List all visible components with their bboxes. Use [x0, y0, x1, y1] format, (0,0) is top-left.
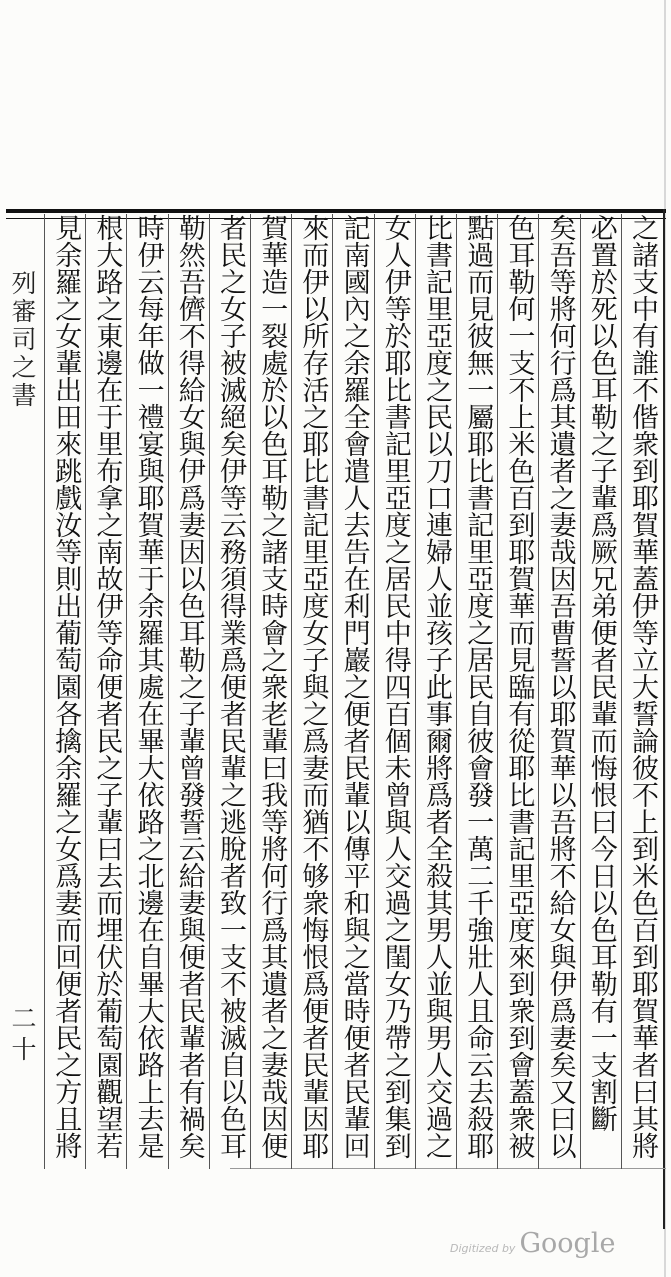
text-column: 時伊云每年做一禮宴與耶賀華于余羅其處在畢大依路之北邊在自畢大依路上去是	[132, 214, 164, 1159]
text-column: 女人伊等於耶比書記里亞度之居民中得四百個未曾與人交過之閨女乃帶之到集到	[379, 214, 411, 1159]
text-column: 見余羅之女輩出田來跳戲汝等則出葡萄園各擒余羅之女爲妻而回便者民之方且將	[50, 214, 82, 1159]
frame-right-rule	[663, 209, 665, 1229]
column-divider	[374, 214, 375, 1169]
book-title: 列審司之書	[8, 270, 37, 410]
google-watermark	[450, 1228, 615, 1262]
column-divider	[209, 214, 210, 1169]
text-column: 比書記里亞度之民以刀口連婦人並孩子此事爾將爲者全殺其男人並與男人交過之	[420, 214, 452, 1159]
column-divider	[415, 214, 416, 1169]
text-column: 點過而見彼無一屬耶比書記里亞度之居民自彼會發一萬二千強壯人且命云去殺耶	[462, 214, 494, 1159]
google-logo: Google	[519, 1228, 616, 1259]
column-divider	[580, 214, 581, 1169]
frame-top-rule	[6, 209, 666, 213]
column-divider	[456, 214, 457, 1169]
column-divider	[621, 214, 622, 1169]
column-divider	[538, 214, 539, 1169]
text-column: 賀華造一裂處於以色耳勒之諸支時會之衆老輩曰我等將何行爲其遺者之妻哉因便	[256, 214, 288, 1159]
column-divider	[250, 214, 251, 1169]
column-divider	[168, 214, 169, 1169]
column-divider	[126, 214, 127, 1169]
text-column: 矣吾等將何行爲其遺者之妻哉因吾曹誓以耶賀華以吾將不給女與伊爲妻矣又曰以	[544, 214, 576, 1159]
page-number: 二十	[8, 1005, 37, 1067]
digitized-by-label: Digitized by	[450, 1242, 516, 1255]
column-divider	[85, 214, 86, 1169]
column-divider	[332, 214, 333, 1169]
text-column: 記南國內之余羅全會遣人去告在利門巖之便者民輩以傳平和與之當時便者民輩回	[338, 214, 370, 1159]
text-column: 者民之女子被滅絕矣伊等云務須得業爲便者民輩之逃脫者致一支不被滅自以色耳	[214, 214, 246, 1159]
text-column: 來而伊以所存活之耶比書記里亞度女子與之爲妻而猶不够衆悔恨爲便者民輩因耶	[297, 214, 329, 1159]
text-column: 必置於死以色耳勒之子輩爲厥兄弟便者民輩而悔恨曰今日以色耳勒有一支割斷	[585, 214, 617, 1132]
column-divider	[497, 214, 498, 1169]
text-column: 色耳勒何一支不上米色百到耶賀華而見臨有從耶比書記里亞度來到衆到會蓋衆被	[503, 214, 535, 1159]
text-column: 根大路之東邊在于里布拿之南故伊等命便者民之子輩曰去而埋伏於葡萄園觀望若	[91, 214, 123, 1159]
text-column: 勒然吾儕不得給女與伊爲妻因以色耳勒之子輩曾發誓云給妻與便者民輩者有禍矣	[173, 214, 205, 1159]
text-column: 之諸支中有誰不偕衆到耶賀華蓋伊等立大誓論彼不上到米色百到耶賀華者曰其將	[626, 214, 658, 1159]
column-divider	[291, 214, 292, 1169]
column-divider	[44, 214, 45, 1169]
